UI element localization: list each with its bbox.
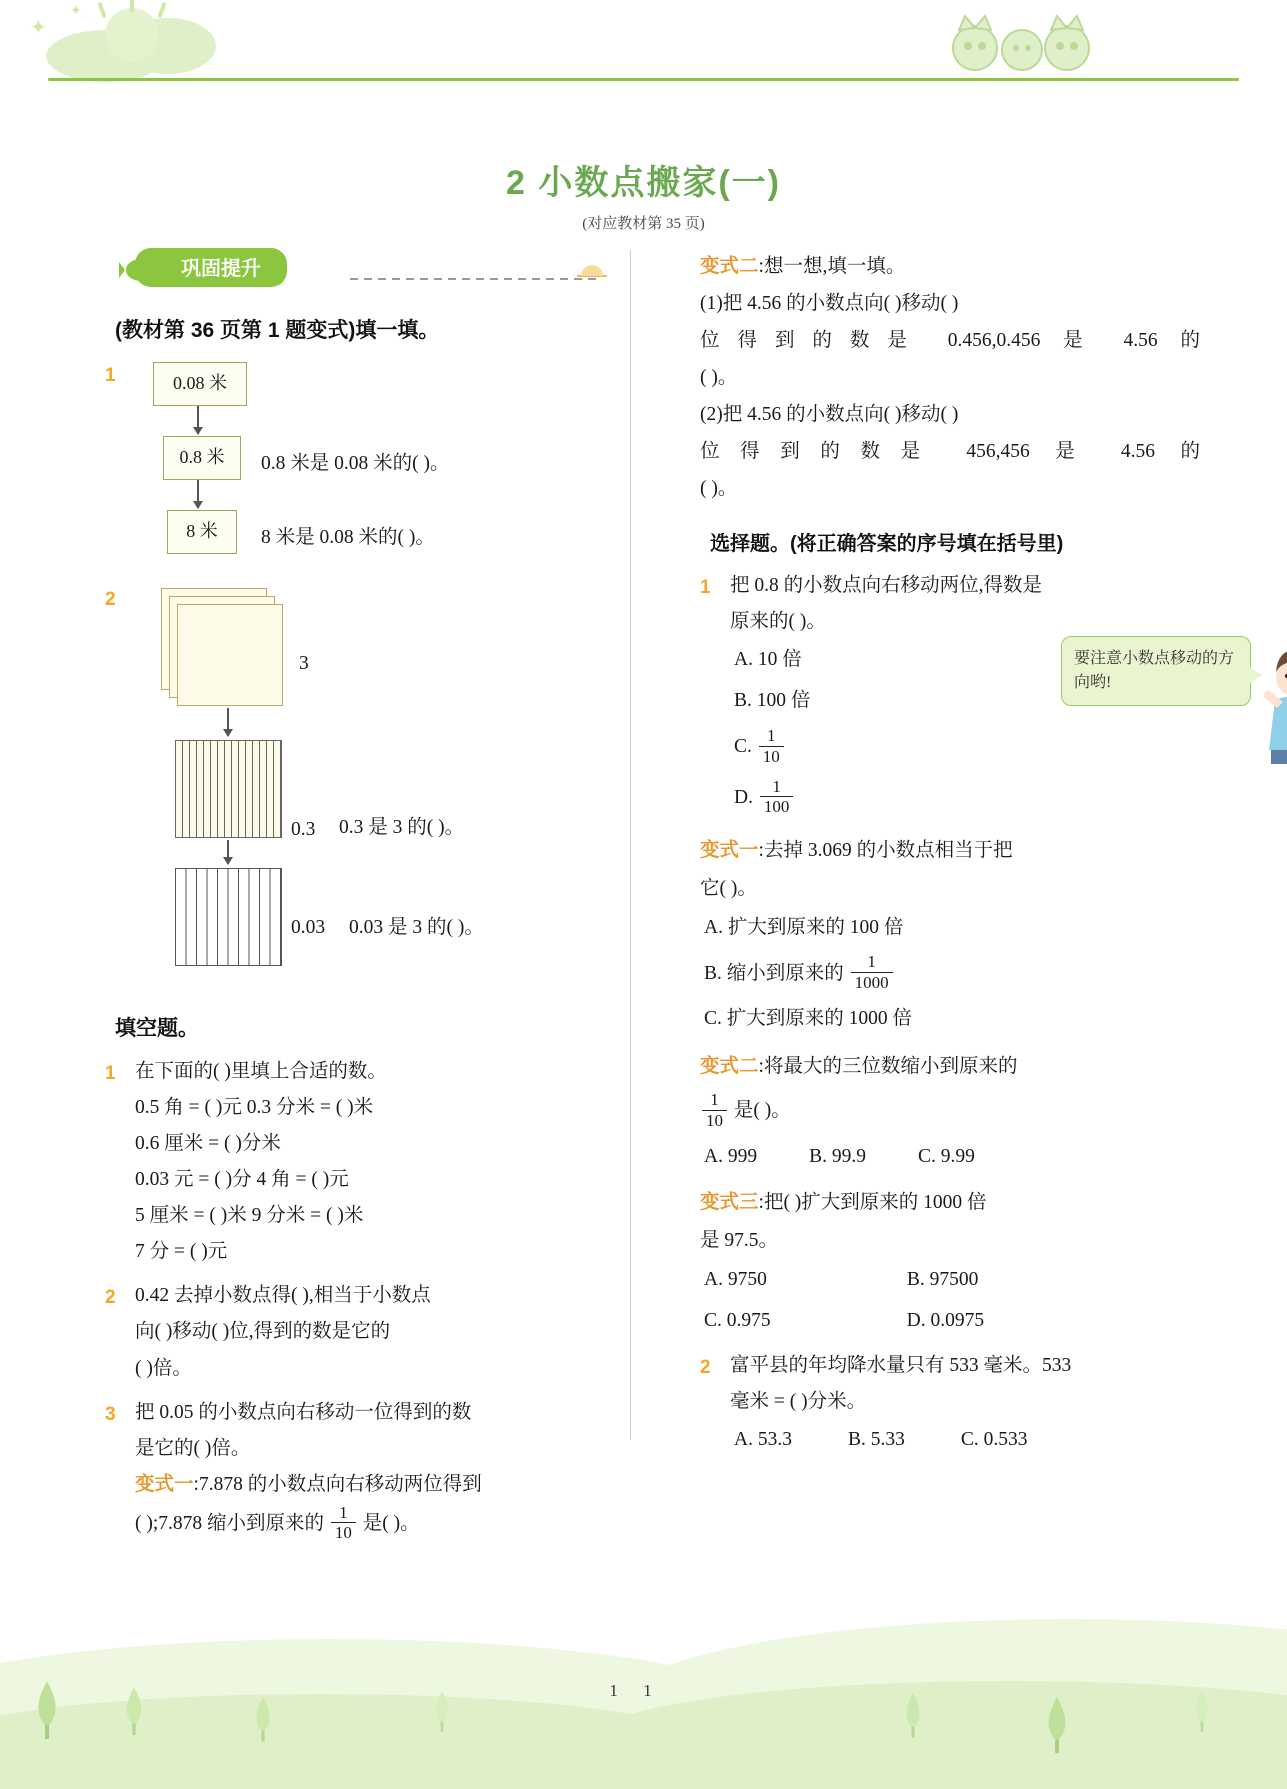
- v2-colon: :: [758, 1056, 764, 1078]
- header-divider: [48, 78, 1239, 81]
- v3-option-d[interactable]: [907, 1301, 984, 1342]
- option-b-key: B.: [734, 690, 752, 712]
- section-two-title: 填空题。: [115, 1017, 199, 1040]
- question-2-1-line3: 0.6 厘米 = ( )分米: [135, 1133, 281, 1155]
- question-2-3-variant: [135, 1467, 605, 1503]
- question-number: 2: [105, 1287, 116, 1309]
- question-2-1-line5: 5 厘米 = ( )米 9 分米 = ( )米: [135, 1205, 364, 1227]
- question-number: 1: [105, 365, 116, 386]
- right-column: [700, 248, 1200, 1469]
- variant-two-title: 想一想,填一填。: [763, 256, 906, 277]
- hill-front: [0, 1694, 700, 1789]
- item-1-line3: ( )。: [700, 367, 738, 389]
- variant-one-colon: :: [758, 839, 764, 861]
- option-d[interactable]: [734, 773, 1200, 824]
- v2-line1: 将最大的三位数缩小到原来的: [763, 1056, 1018, 1078]
- section-banner: [105, 248, 605, 294]
- diagram-text-1: 0.8 米是 0.08 米的( )。: [261, 453, 450, 474]
- item-2-line3: ( )。: [700, 478, 738, 500]
- diagram-arrow: [227, 840, 229, 864]
- diagram-arrow: [227, 708, 229, 736]
- page-number-right: 1: [643, 1681, 678, 1700]
- item-1-line1: 把 4.56 的小数点向( )移动( ): [722, 293, 959, 315]
- question-2-3-variant-line2: [135, 1503, 605, 1543]
- variant-two-colon: :: [758, 256, 764, 277]
- option-a-text: 10 倍: [757, 649, 802, 671]
- fraction-denominator: 100: [763, 797, 790, 817]
- variant-colon: :: [193, 1473, 199, 1495]
- question-3-1-line1: 把 0.8 的小数点向右移动两位,得数是: [730, 575, 1043, 597]
- v3-option-a-key: A.: [704, 1268, 723, 1290]
- column-divider: [630, 250, 631, 1440]
- question-2-1: [105, 1054, 605, 1270]
- fraction-one-tenth: [331, 1503, 356, 1543]
- page-subtitle: (对应教材第 35 页): [582, 216, 705, 232]
- v2-option-a-text: 999: [727, 1146, 758, 1167]
- question-2-1-line6: 7 分 = ( )元: [135, 1241, 228, 1263]
- fraction-numerator: 1: [331, 1503, 356, 1524]
- question-3-1-line2: 原来的( )。: [730, 611, 826, 633]
- sun-icon: [105, 8, 159, 62]
- v2-label: 变式二: [700, 1056, 759, 1078]
- item-1-no: (1): [700, 293, 723, 315]
- question-number: 1: [700, 577, 711, 599]
- variant-two-label: 变式二: [700, 256, 759, 277]
- question-2-1-line1: 在下面的( )里填上合适的数。: [135, 1061, 387, 1082]
- v2-option-b-key: B.: [809, 1146, 827, 1167]
- fraction-numerator: 1: [760, 777, 794, 798]
- v3-option-a-text: 9750: [727, 1268, 767, 1290]
- diagram-arrow: [197, 406, 199, 434]
- question-1-1: [105, 356, 605, 572]
- fraction-numerator: 1: [759, 726, 784, 747]
- section-two-heading: [105, 1012, 605, 1042]
- question-2-2-line3: ( )倍。: [135, 1357, 192, 1379]
- sunrise-icon: [575, 258, 609, 280]
- diagram-decimal-squares: [153, 584, 605, 944]
- v3-option-c-key: C.: [704, 1309, 722, 1331]
- question-3-2-line1: 富平县的年均降水量只有 533 毫米。533: [730, 1354, 1072, 1376]
- bottom-decoration: [0, 1554, 1287, 1789]
- v3-option-b-text: 97500: [929, 1268, 979, 1290]
- v3-option-c-text: 0.975: [726, 1309, 771, 1331]
- diagram-arrow: [197, 480, 199, 508]
- q3-2-option-b[interactable]: [848, 1420, 905, 1461]
- q3-2-option-c-key: C.: [960, 1428, 979, 1450]
- cat-faces-icon: [947, 14, 1097, 74]
- fraction-one-tenth: [759, 726, 784, 766]
- variant-three-block: [700, 1184, 1200, 1342]
- hundred-grid-square: [175, 868, 282, 966]
- v2-options-row: [704, 1137, 1200, 1178]
- tree-icon: [250, 1697, 276, 1743]
- banner-dotted-line: [350, 278, 600, 280]
- star-icon: ✦: [70, 4, 82, 19]
- variant-label: 变式一: [135, 1473, 194, 1495]
- page-title: 2 小数点搬家(一): [506, 164, 781, 202]
- page-number-left: 1: [609, 1681, 644, 1700]
- variant-line2-b: 是( )。: [362, 1512, 420, 1534]
- section-one-title: (教材第 36 页第 1 题变式)填一填。: [115, 319, 440, 342]
- q3-2-options-row: [734, 1420, 1200, 1461]
- sheet-front: [177, 604, 283, 706]
- q3-2-option-c-text: 0.533: [983, 1428, 1028, 1450]
- q3-2-option-b-key: B.: [847, 1428, 866, 1450]
- diagram-text-03: 0.3 是 3 的( )。: [339, 817, 465, 838]
- v1-option-c-key: C.: [704, 1008, 722, 1030]
- v3-option-d-key: D.: [906, 1309, 926, 1331]
- v1-option-b-key: B.: [704, 962, 722, 984]
- v3-option-b-key: B.: [906, 1268, 925, 1290]
- question-2-3-line2: 是它的( )倍。: [135, 1437, 251, 1459]
- variant-two-item-1: [700, 285, 1200, 396]
- fraction-numerator: 1: [851, 952, 893, 973]
- option-c[interactable]: [734, 722, 1200, 773]
- v1-option-a[interactable]: [704, 908, 1200, 949]
- sun-ray: [130, 0, 134, 12]
- v3-option-b[interactable]: [907, 1260, 979, 1301]
- option-b-text: 100 倍: [756, 690, 811, 712]
- question-2-1-line4: 0.03 元 = ( )分 4 角 = ( )元: [135, 1169, 349, 1191]
- v1-option-a-key: A.: [704, 916, 723, 938]
- v1-option-c-text: 扩大到原来的 1000 倍: [726, 1008, 913, 1030]
- page-footer: [0, 1681, 1287, 1701]
- banner-label: 巩固提升: [135, 248, 287, 287]
- variant-two-item-2: [700, 396, 1200, 507]
- variant-two-sel-block: [700, 1048, 1200, 1178]
- fraction-one-hundredth: [760, 777, 794, 817]
- question-2-3-line1: 把 0.05 的小数点向右移动一位得到的数: [135, 1401, 472, 1423]
- fraction-one-tenth: [702, 1090, 727, 1130]
- option-a-key: A.: [734, 649, 753, 671]
- diagram-text-2: 8 米是 0.08 米的( )。: [261, 527, 435, 548]
- section-three-title: 选择题。(将正确答案的序号填在括号里): [710, 533, 1064, 556]
- fraction-denominator: 1000: [854, 973, 889, 993]
- stripes-square: [175, 740, 282, 838]
- v3-option-d-text: 0.0975: [930, 1309, 985, 1331]
- question-3-2: [700, 1348, 1200, 1461]
- question-number: 3: [105, 1403, 116, 1425]
- q3-2-option-a-key: A.: [734, 1428, 753, 1450]
- diagram-box-1: 0.08 米: [153, 362, 247, 406]
- item-2-no: (2): [700, 404, 723, 426]
- variant-one-line1: 去掉 3.069 的小数点相当于把: [763, 839, 1013, 861]
- variant-one-block: [700, 832, 1200, 1041]
- v3-options-row-2: [704, 1301, 1200, 1342]
- variant-line1: 7.878 的小数点向右移动两位得到: [198, 1473, 482, 1495]
- v2-option-a[interactable]: [704, 1137, 757, 1178]
- diagram-label-3: 3: [299, 653, 309, 674]
- variant-two-title-line: [700, 248, 1200, 285]
- v3-line2: 是 97.5。: [700, 1229, 779, 1251]
- option-c-key: C.: [734, 736, 752, 758]
- sun-ray: [97, 2, 106, 18]
- v3-option-c[interactable]: [704, 1301, 771, 1342]
- section-three-heading: [700, 527, 1200, 556]
- item-2-line2: 位得到的数是 456,456 是 4.56 的: [700, 441, 1200, 463]
- v3-options-row-1: [704, 1260, 1200, 1301]
- tip-block: [1061, 636, 1251, 706]
- v1-option-b[interactable]: [704, 949, 1200, 1000]
- fraction-denominator: 10: [706, 1110, 723, 1130]
- v2-option-c-text: 9.99: [940, 1146, 975, 1167]
- tip-bubble: 要注意小数点移动的方向哟!: [1061, 636, 1251, 706]
- fraction-denominator: 10: [762, 746, 780, 766]
- top-decoration: [0, 0, 1287, 110]
- q3-2-option-c[interactable]: [961, 1420, 1028, 1461]
- diagram-box-2: 0.8 米: [163, 436, 241, 480]
- v1-option-a-text: 扩大到原来的 100 倍: [727, 916, 904, 938]
- variant-one-line2: 它( )。: [700, 877, 757, 899]
- question-2-2: [105, 1278, 605, 1386]
- v3-colon: :: [758, 1191, 764, 1213]
- v2-option-a-key: A.: [704, 1146, 723, 1167]
- question-2-2-line2: 向( )移动( )位,得到的数是它的: [135, 1321, 391, 1343]
- question-number: 2: [700, 1356, 711, 1378]
- sun-ray: [157, 2, 166, 18]
- item-1-line2: 位得到的数是 0.456,0.456 是 4.56 的: [700, 330, 1200, 352]
- section-one-heading: [105, 314, 605, 344]
- variant-line2-a: ( );7.878 缩小到原来的: [135, 1512, 325, 1534]
- diagram-label-003: 0.03: [291, 917, 326, 938]
- star-icon: ✦: [30, 17, 47, 39]
- v3-line1: 把( )扩大到原来的 1000 倍: [763, 1191, 987, 1213]
- q3-2-option-b-text: 5.33: [870, 1428, 905, 1450]
- question-number: 2: [105, 589, 116, 610]
- v1-option-c[interactable]: [704, 999, 1200, 1040]
- diagram-unit-conversion: [153, 362, 605, 562]
- v2-option-b[interactable]: [809, 1137, 866, 1178]
- diagram-text-003: 0.03 是 3 的( )。: [349, 917, 484, 938]
- question-1-2: [105, 580, 605, 948]
- question-number: 1: [105, 1063, 116, 1084]
- diagram-label-03: 0.3: [291, 819, 316, 840]
- fraction-denominator: 10: [334, 1523, 352, 1543]
- v2-option-c[interactable]: [918, 1137, 975, 1178]
- q3-2-option-a-text: 53.3: [757, 1428, 792, 1450]
- q3-2-option-a[interactable]: [734, 1420, 792, 1461]
- left-column: [105, 248, 605, 1551]
- page-title-block: [0, 155, 1287, 233]
- tree-icon: [1040, 1697, 1074, 1755]
- v3-option-a[interactable]: [704, 1260, 767, 1301]
- v3-label: 变式三: [700, 1191, 759, 1213]
- v2-line2: 是( )。: [733, 1100, 791, 1122]
- variant-one-label: 变式一: [700, 839, 759, 861]
- question-3-2-line2: 毫米 = ( )分米。: [730, 1390, 867, 1412]
- v2-option-b-text: 99.9: [831, 1146, 866, 1167]
- fraction-one-thousandth: [851, 952, 893, 992]
- question-2-2-line1: 0.42 去掉小数点得( ),相当于小数点: [135, 1285, 431, 1307]
- fraction-numerator: 1: [702, 1090, 727, 1111]
- variant-two-block: [700, 248, 1200, 507]
- v2-option-c-key: C.: [917, 1146, 936, 1167]
- item-2-line1: 把 4.56 的小数点向( )移动( ): [722, 404, 959, 426]
- question-2-3: [105, 1395, 605, 1543]
- v1-option-b-text: 缩小到原来的: [726, 962, 844, 984]
- diagram-box-3: 8 米: [167, 510, 237, 554]
- option-d-key: D.: [734, 787, 753, 809]
- teacher-illustration: [1253, 646, 1287, 766]
- question-2-1-line2: 0.5 角 = ( )元 0.3 分米 = ( )米: [135, 1097, 374, 1119]
